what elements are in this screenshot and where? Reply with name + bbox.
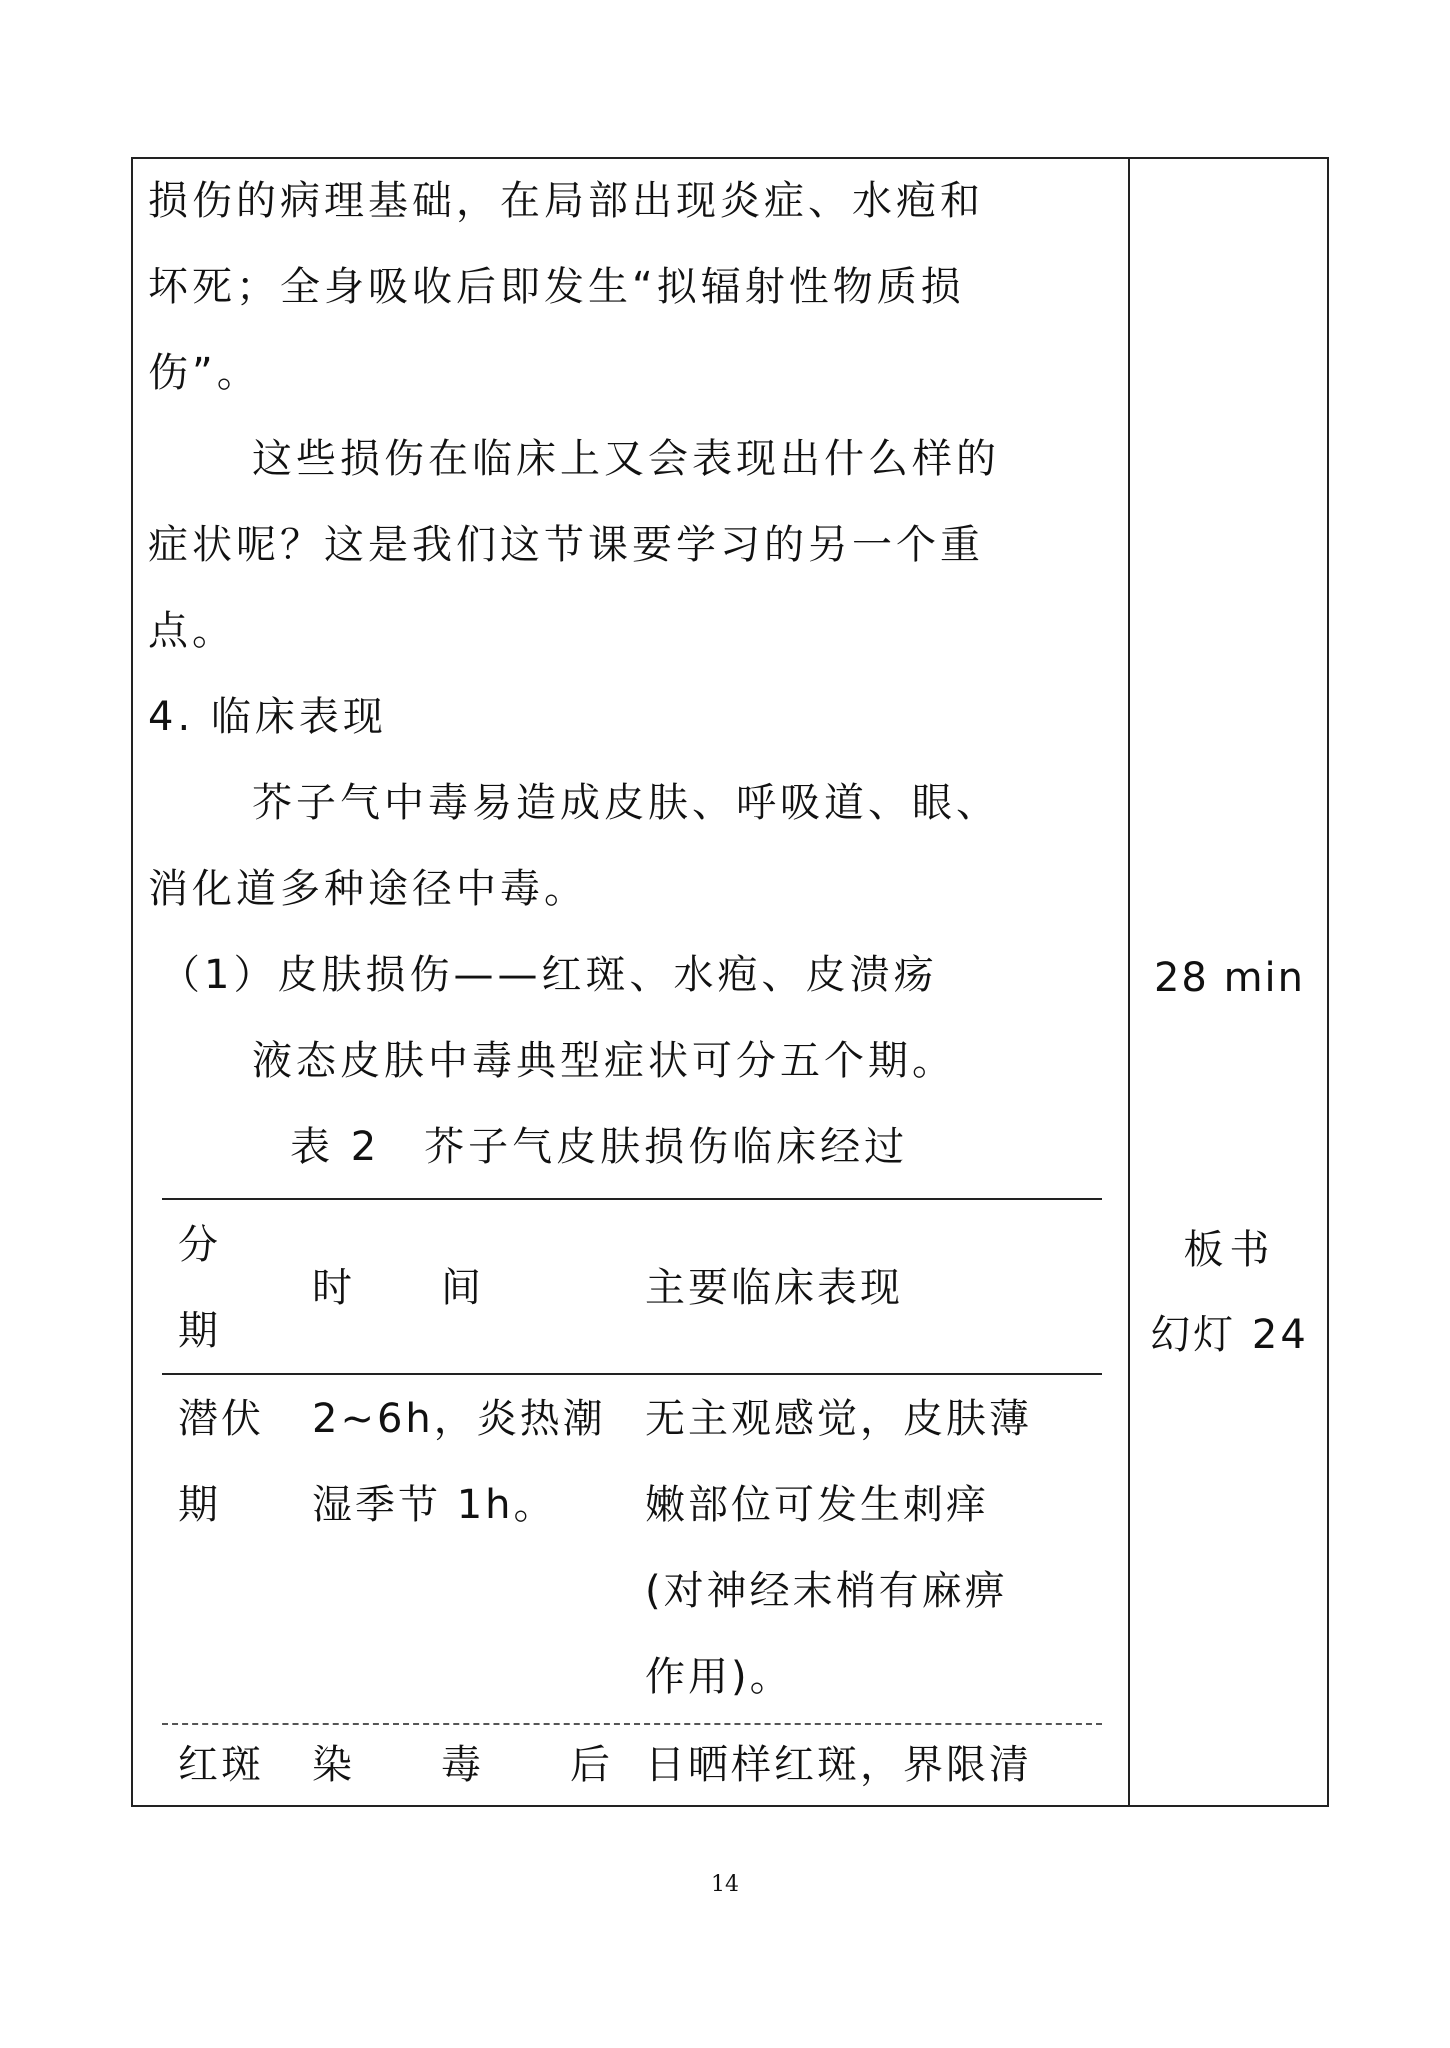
header-stage: 期 [178,1308,221,1354]
symptom-cell: 作用)。 [645,1654,793,1700]
header-time: 时 间 [312,1265,484,1311]
page-number: 14 [711,1872,739,1897]
paragraph-line: 点。 [148,608,236,654]
stage-cell: 潜伏 [178,1396,264,1442]
paragraph-line: 症状呢？这是我们这节课要学习的另一个重 [148,522,984,568]
paragraph-line: 这些损伤在临床上又会表现出什么样的 [252,436,1000,482]
symptom-cell: (对神经末梢有麻痹 [645,1568,1008,1614]
table-caption: 表 2 芥子气皮肤损伤临床经过 [290,1124,909,1170]
subsection-heading: （1）皮肤损伤——红斑、水疱、皮溃疡 [160,952,938,998]
symptom-cell: 无主观感觉，皮肤薄 [645,1396,1032,1442]
table-top-rule [162,1198,1102,1200]
symptom-cell: 嫩部位可发生刺痒 [645,1482,989,1528]
time-cell: 染 毒 后 [312,1742,613,1788]
section-heading: 4. 临床表现 [148,694,387,740]
paragraph-line: 坏死；全身吸收后即发生“拟辐射性物质损 [148,264,965,310]
header-stage: 分 [178,1222,221,1268]
stage-cell: 红斑 [178,1742,264,1788]
paragraph-line: 消化道多种途径中毒。 [148,866,588,912]
header-main: 主要临床表现 [645,1265,903,1311]
paragraph-line: 损伤的病理基础，在局部出现炎症、水疱和 [148,178,984,224]
paragraph-line: 液态皮肤中毒典型症状可分五个期。 [252,1038,956,1084]
time-cell: 湿季节 1h。 [312,1482,557,1528]
paragraph-line: 芥子气中毒易造成皮肤、呼吸道、眼、 [252,780,1000,826]
stage-cell: 期 [178,1482,221,1528]
table-header-rule [162,1373,1102,1375]
time-allocation: 28 min [1153,955,1306,1001]
teaching-aid-slide: 幻灯 24 [1150,1312,1309,1358]
symptom-cell: 日晒样红斑，界限清 [645,1742,1032,1788]
teaching-aid-board: 板书 [1183,1227,1276,1273]
paragraph-line: 伤”。 [148,350,261,396]
time-cell: 2~6h，炎热潮 [312,1396,606,1442]
